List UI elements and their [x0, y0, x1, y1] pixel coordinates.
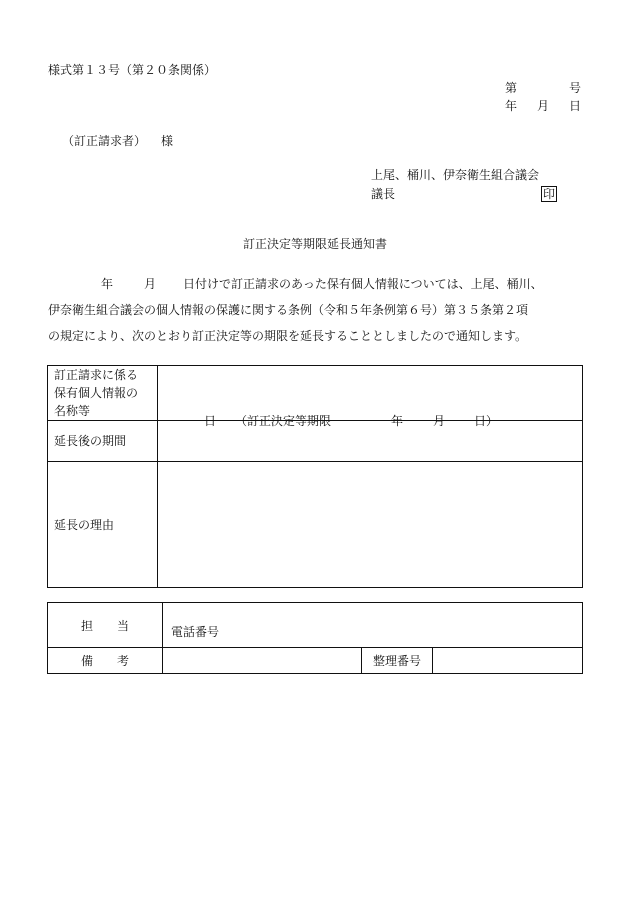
- label-phone: 電話番号: [171, 625, 220, 639]
- addressee-name: （訂正請求者）: [62, 134, 147, 148]
- body-line1: 日付けで訂正請求のあった保有個人情報については、上尾、桶川、: [183, 277, 543, 291]
- sender-title: 議長: [371, 187, 396, 201]
- period-month: 月: [433, 414, 446, 428]
- sender-org: 上尾、桶川、伊奈衛生組合議会: [371, 168, 540, 182]
- period-day-close: 日）: [474, 414, 499, 428]
- form-number: 様式第１３号（第２０条関係）: [48, 63, 217, 77]
- document-title: 訂正決定等期限延長通知書: [242, 237, 387, 251]
- date-day: 日: [569, 99, 582, 113]
- body-line2: 伊奈衛生組合議会の個人情報の保護に関する条例（令和５年条例第６号）第３５条第２項: [48, 303, 529, 317]
- row-tanto: [48, 603, 583, 648]
- label-info-name-1: 訂正請求に係る: [54, 368, 139, 382]
- date-month: 月: [537, 99, 550, 113]
- label-reason: [48, 462, 158, 588]
- table-row-reason: [48, 462, 583, 588]
- label-biko: 備 考: [48, 648, 163, 674]
- body-year: 年: [101, 277, 114, 291]
- value-period: [158, 414, 583, 462]
- label-info-name: [48, 366, 158, 421]
- label-reason-text: 延長の理由: [54, 517, 115, 532]
- info-table: [47, 365, 583, 588]
- date-year: 年: [505, 99, 518, 113]
- seal-icon: [541, 186, 557, 202]
- body-month: 月: [144, 277, 157, 291]
- doc-no-go: 号: [569, 81, 582, 95]
- value-tanto: [163, 603, 583, 648]
- period-deadline: （訂正決定等期限: [235, 414, 332, 428]
- body-line3: の規定により、次のとおり訂正決定等の期限を延長することとしましたので通知します。: [48, 329, 528, 343]
- label-info-name-3: 名称等: [54, 404, 91, 418]
- label-info-name-2: 保有個人情報の: [54, 386, 139, 400]
- table-row-period: [48, 421, 583, 462]
- period-day: 日: [204, 414, 217, 428]
- addressee-honorific: 様: [161, 134, 174, 148]
- period-year: 年: [391, 414, 404, 428]
- value-reason: [158, 462, 583, 588]
- value-info-name: [158, 366, 583, 421]
- doc-no-dai: 第: [505, 81, 518, 95]
- office-table: [47, 602, 583, 674]
- label-period: [48, 421, 158, 462]
- row-biko: [48, 648, 583, 674]
- seal-mark: 印: [543, 187, 556, 201]
- value-biko: [163, 648, 362, 674]
- label-tanto: 担 当: [48, 603, 163, 648]
- value-seiri: [433, 648, 583, 674]
- label-period-text: 延長後の期間: [54, 434, 127, 448]
- label-seiri: 整理番号: [362, 648, 433, 674]
